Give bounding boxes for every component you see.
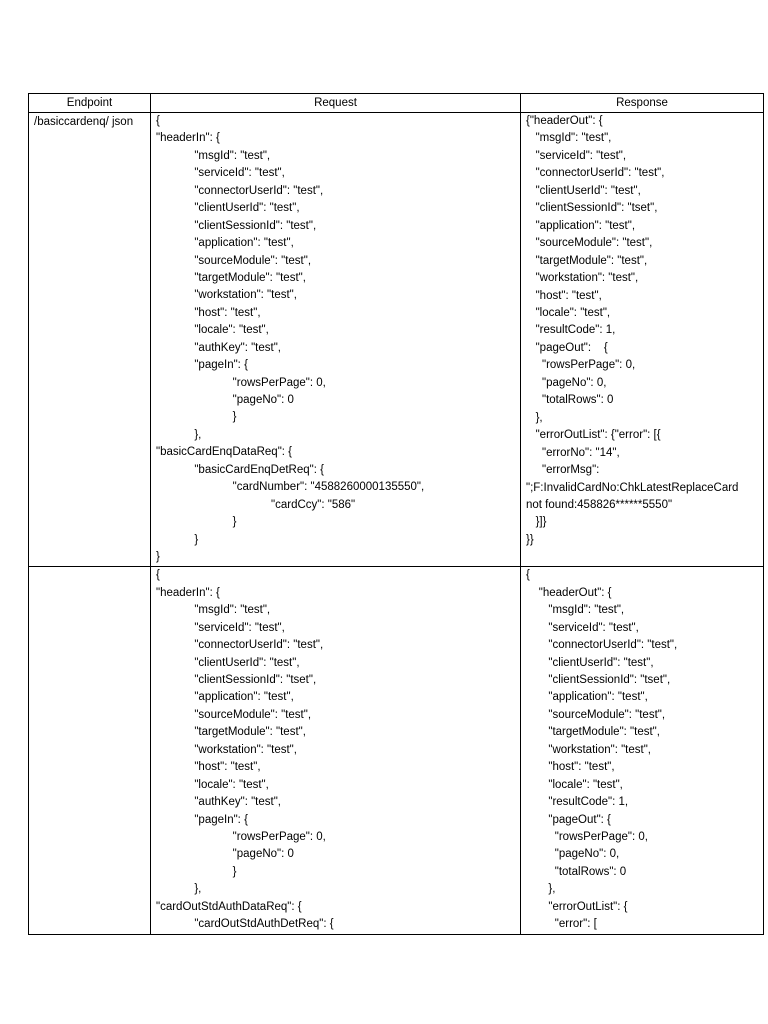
code-line: } <box>156 516 237 529</box>
code-line: "basicCardEnqDataReq": { <box>156 446 293 459</box>
code-line: "clientUserId": "test", <box>526 184 641 197</box>
code-line: "serviceId": "test", <box>526 621 639 634</box>
code-line: "rowsPerPage": 0, <box>156 376 326 389</box>
code-line: "rowsPerPage": 0, <box>526 830 648 843</box>
code-line: "basicCardEnqDetReq": { <box>156 463 324 476</box>
code-line: "pageNo": 0 <box>156 848 294 861</box>
code-line: "clientUserId": "test", <box>526 656 654 669</box>
code-line: "workstation": "test", <box>526 272 639 285</box>
code-line: "pageIn": { <box>156 359 248 372</box>
code-line: }, <box>526 411 543 424</box>
table-header-row <box>29 94 764 113</box>
code-line: "serviceId": "test", <box>156 167 285 180</box>
response-cell <box>521 113 764 567</box>
endpoint-path: /basiccardenq/ json <box>34 116 134 128</box>
code-line: "cardOutStdAuthDetReq": { <box>156 918 334 931</box>
code-line: "resultCode": 1, <box>526 796 629 809</box>
code-line: "clientSessionId": "tset", <box>156 674 317 686</box>
code-line: { <box>156 115 160 127</box>
code-line: { <box>526 569 530 582</box>
code-line: "clientSessionId": "tset", <box>526 674 671 686</box>
code-line: "error": [ <box>526 918 597 931</box>
code-line: "cardNumber": "4588260000135550", <box>156 481 425 494</box>
code-line: "host": "test", <box>156 761 261 774</box>
response-json <box>526 567 758 933</box>
code-line: "serviceId": "test", <box>526 149 627 162</box>
code-line: "connectorUserId": "test", <box>156 639 324 652</box>
code-line: "totalRows": 0 <box>526 865 627 878</box>
code-line: "sourceModule": "test", <box>526 708 666 721</box>
code-line: {"headerOut": { <box>526 115 603 127</box>
code-line: { <box>156 569 160 582</box>
request-cell <box>151 113 521 567</box>
code-line: "pageIn": { <box>156 813 248 826</box>
code-line: "cardOutStdAuthDataReq": { <box>156 900 302 913</box>
code-line: "pageNo": 0, <box>526 376 607 389</box>
code-line: "application": "test", <box>526 691 648 704</box>
code-line: "targetModule": "test", <box>526 254 648 267</box>
code-line: "sourceModule": "test", <box>156 708 312 721</box>
code-line: "host": "test", <box>526 289 602 302</box>
code-line: "errorOutList": {"error": [{ <box>526 429 661 442</box>
code-line: "msgId": "test", <box>156 149 271 162</box>
code-line: "sourceModule": "test", <box>156 254 312 267</box>
code-line: "serviceId": "test", <box>156 621 285 634</box>
code-line: ";F:InvalidCardNo:ChkLatestReplaceCard <box>526 481 739 494</box>
code-line: "connectorUserId": "test", <box>156 184 324 197</box>
code-line: "workstation": "test", <box>156 289 297 302</box>
request-cell <box>151 567 521 934</box>
code-line: "clientSessionId": "tset", <box>526 202 658 215</box>
code-line: "clientUserId": "test", <box>156 656 300 669</box>
code-line: "msgId": "test", <box>526 132 612 145</box>
response-column-header: Response <box>521 94 764 113</box>
code-line: "headerOut": { <box>526 586 612 599</box>
code-line: "headerIn": { <box>156 586 220 599</box>
response-cell <box>521 567 764 934</box>
code-line: "workstation": "test", <box>526 743 651 756</box>
endpoint-path <box>34 567 145 568</box>
code-line: "workstation": "test", <box>156 743 297 756</box>
code-line: "clientSessionId": "test", <box>156 219 317 232</box>
code-line: } <box>156 411 237 424</box>
code-line: "msgId": "test", <box>156 604 271 617</box>
code-line: "application": "test", <box>526 219 636 232</box>
code-line: }, <box>156 883 202 896</box>
code-line: "targetModule": "test", <box>156 726 306 739</box>
code-line: "application": "test", <box>156 237 294 250</box>
code-line: "sourceModule": "test", <box>526 237 653 250</box>
endpoint-cell <box>29 113 151 567</box>
response-json <box>526 113 758 549</box>
code-line: "pageOut": { <box>526 813 611 826</box>
code-line: "locale": "test", <box>526 778 623 791</box>
code-line: "authKey": "test", <box>156 796 281 809</box>
code-line: not found:458826******5550" <box>526 498 673 511</box>
code-line: "headerIn": { <box>156 132 220 145</box>
code-line: "pageNo": 0 <box>156 394 294 406</box>
code-line: "locale": "test", <box>156 324 269 337</box>
code-line: "pageNo": 0, <box>526 848 620 861</box>
code-line: "msgId": "test", <box>526 604 625 617</box>
code-line: "errorNo": "14", <box>526 446 620 459</box>
code-line: "errorOutList": { <box>526 900 628 913</box>
code-line: "targetModule": "test", <box>526 726 660 739</box>
code-line: "rowsPerPage": 0, <box>526 359 636 372</box>
code-line: "resultCode": 1, <box>526 324 616 337</box>
code-line: }, <box>526 883 556 896</box>
endpoint-column-header: Endpoint <box>29 94 151 113</box>
code-line: }} <box>526 533 534 546</box>
code-line: "pageOut": { <box>526 341 608 354</box>
request-column-header: Request <box>151 94 521 113</box>
code-line: "host": "test", <box>156 306 261 319</box>
code-line: } <box>156 533 199 546</box>
code-line: "clientUserId": "test", <box>156 202 300 215</box>
code-line: "connectorUserId": "test", <box>526 639 678 652</box>
code-line: "host": "test", <box>526 761 615 774</box>
code-line: }, <box>156 428 202 441</box>
code-line: } <box>156 550 160 563</box>
code-line: "targetModule": "test", <box>156 271 306 284</box>
request-json <box>156 113 515 566</box>
code-line: } <box>156 865 237 878</box>
table-row <box>29 567 764 934</box>
code-line: "totalRows": 0 <box>526 394 614 407</box>
code-line: "errorMsg": <box>526 464 600 477</box>
code-line: "rowsPerPage": 0, <box>156 830 326 843</box>
code-line: "connectorUserId": "test", <box>526 167 665 180</box>
endpoint-cell <box>29 567 151 934</box>
code-line: }]} <box>526 516 547 529</box>
code-line: "authKey": "test", <box>156 341 281 354</box>
code-line: "application": "test", <box>156 691 294 704</box>
code-line: "cardCcy": "586" <box>156 498 356 511</box>
code-line: "locale": "test", <box>526 306 611 319</box>
api-spec-table <box>28 93 764 935</box>
table-row <box>29 113 764 567</box>
request-json <box>156 567 515 933</box>
code-line: "locale": "test", <box>156 778 269 791</box>
